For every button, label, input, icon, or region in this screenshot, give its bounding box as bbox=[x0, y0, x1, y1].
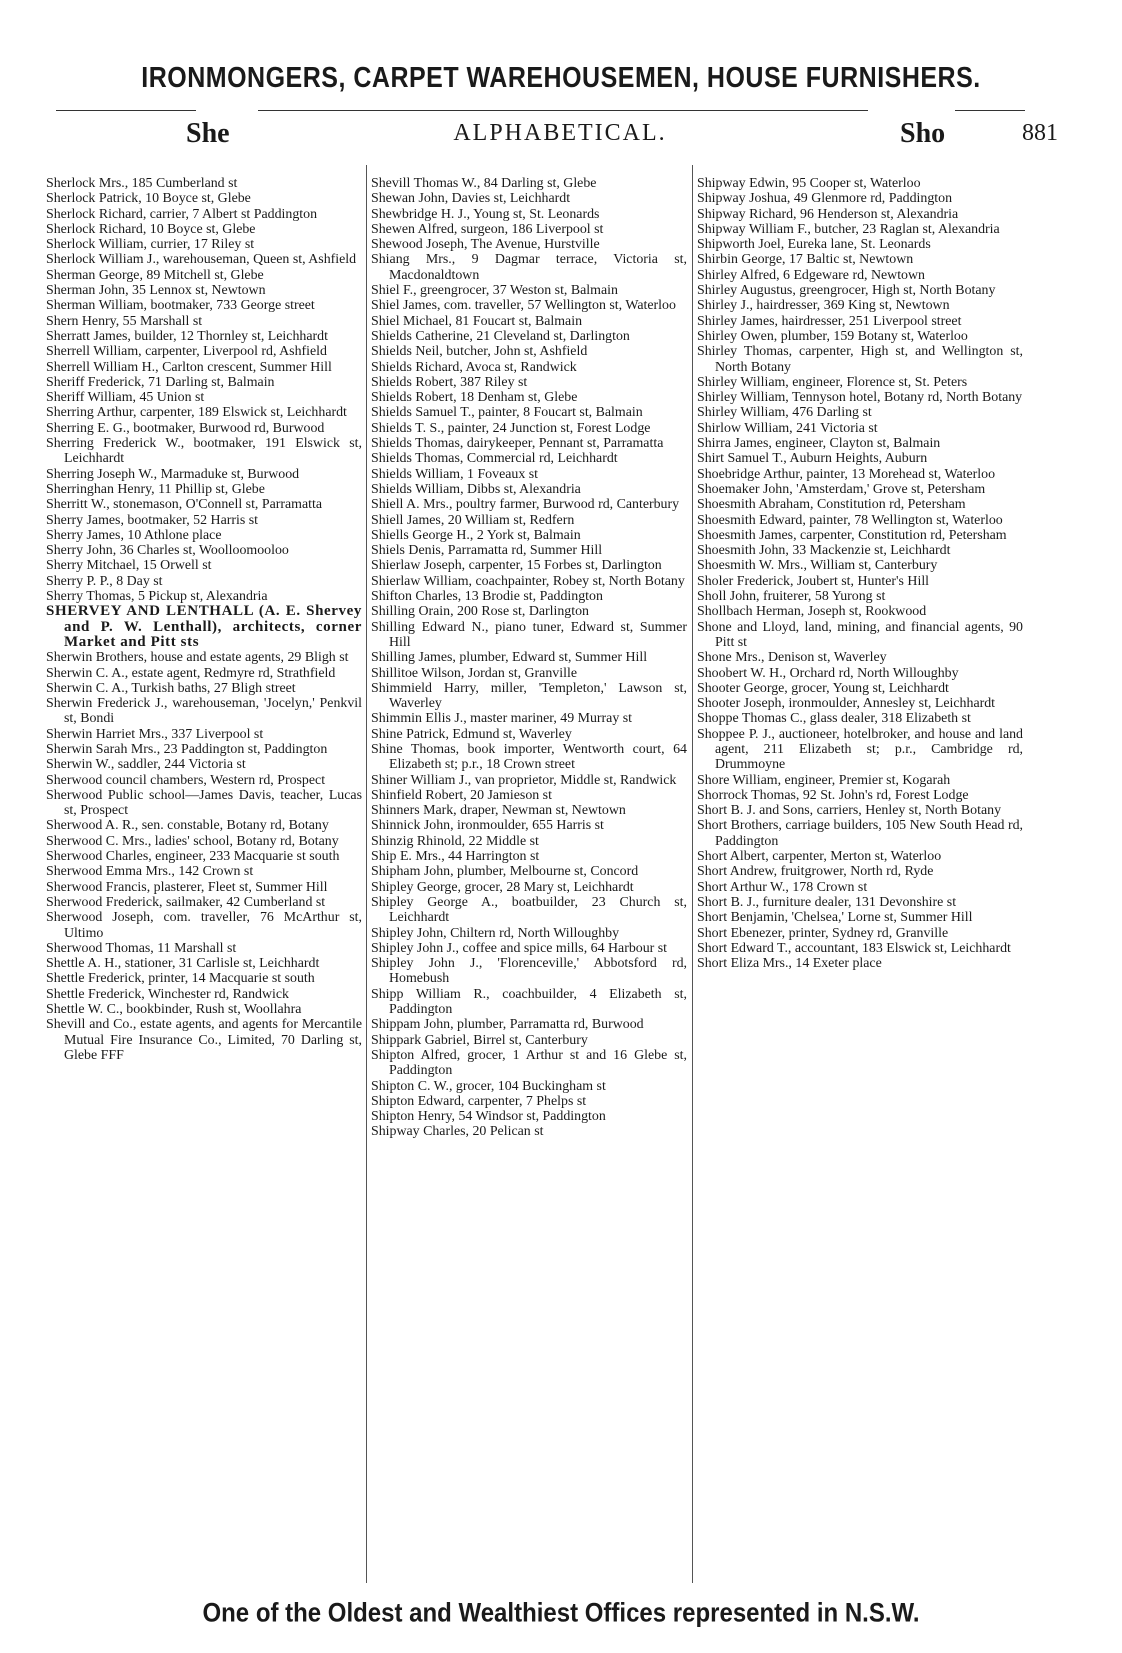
directory-entry: Shirley William, 476 Darling st bbox=[697, 405, 872, 421]
directory-entry: Shiell James, 20 William st, Redfern bbox=[371, 512, 575, 528]
directory-entry: Shipton Edward, carpenter, 7 Phelps st bbox=[371, 1093, 587, 1109]
directory-entry: Sherrell William, carpenter, Liverpool rd, Ashfield bbox=[46, 344, 327, 360]
directory-entry: Sherrell William H., Carlton crescent, Summer Hill bbox=[46, 359, 332, 375]
directory-entry: Ship E. Mrs., 44 Harrington st bbox=[371, 849, 540, 865]
directory-entry: Shoesmith Abraham, Constitution rd, Petersham bbox=[697, 497, 966, 513]
directory-entry: Shippam John, plumber, Parramatta rd, Burwood bbox=[371, 1017, 644, 1033]
directory-entry: Shollbach Herman, Joseph st, Rookwood bbox=[697, 604, 927, 620]
directory-entry: Short B. J. and Sons, carriers, Henley st, North Botany bbox=[697, 803, 1002, 819]
directory-entry: Sherratt James, builder, 12 Thornley st, Leichhardt bbox=[46, 328, 328, 344]
directory-entry: Shirley William, engineer, Florence st, St. Peters bbox=[697, 374, 968, 390]
directory-entry: Sholl John, fruiterer, 58 Yurong st bbox=[697, 589, 886, 605]
directory-entry: Shoesmith John, 33 Mackenzie st, Leichhardt bbox=[697, 543, 951, 559]
directory-entry: Shinzig Rhinold, 22 Middle st bbox=[371, 833, 539, 849]
directory-entry: Short Edward T., accountant, 183 Elswick st, Leichhardt bbox=[697, 940, 1011, 956]
directory-entry: Sherwin C. A., estate agent, Redmyre rd, Strathfield bbox=[46, 665, 336, 681]
directory-entry: Sherring Joseph W., Marmaduke st, Burwood bbox=[46, 466, 300, 482]
directory-entry: Shirra James, engineer, Clayton st, Balmain bbox=[697, 436, 941, 452]
directory-entry: Shields T. S., painter, 24 Junction st, Forest Lodge bbox=[371, 420, 651, 436]
directory-entry: Sherlock William, currier, 17 Riley st bbox=[46, 237, 255, 253]
directory-entry: Shinners Mark, draper, Newman st, Newtown bbox=[371, 803, 626, 819]
directory-entry: Sherwood Joseph, com. traveller, 76 McArthur st, Ultimo bbox=[46, 910, 362, 941]
directory-entry: Sherring E. G., bootmaker, Burwood rd, Burwood bbox=[46, 420, 325, 436]
directory-entry: Shipton C. W., grocer, 104 Buckingham st bbox=[371, 1078, 606, 1094]
directory-entry: Sherwood Francis, plasterer, Fleet st, Summer Hill bbox=[46, 879, 328, 895]
directory-entry: Shipway William F., butcher, 23 Raglan st, Alexandria bbox=[697, 221, 1000, 237]
directory-entry: Shewen Alfred, surgeon, 186 Liverpool st bbox=[371, 221, 604, 237]
directory-entry: Shillitoe Wilson, Jordan st, Granville bbox=[371, 665, 577, 681]
directory-entry: Sherwin W., saddler, 244 Victoria st bbox=[46, 757, 246, 773]
directory-entry: Shierlaw Joseph, carpenter, 15 Forbes st, Darlington bbox=[371, 558, 662, 574]
directory-entry: Short Brothers, carriage builders, 105 New South Head rd, Paddington bbox=[697, 818, 1023, 849]
directory-entry: Shields Samuel T., painter, 8 Foucart st, Balmain bbox=[371, 405, 643, 421]
directory-entry: Shoesmith W. Mrs., William st, Canterbury bbox=[697, 558, 938, 574]
directory-entry: Short Albert, carpenter, Merton st, Waterloo bbox=[697, 849, 942, 865]
directory-entry: Shipworth Joel, Eureka lane, St. Leonards bbox=[697, 237, 931, 253]
directory-entry: Sherwood A. R., sen. constable, Botany rd, Botany bbox=[46, 818, 329, 834]
directory-entry: Shewood Joseph, The Avenue, Hurstville bbox=[371, 237, 600, 253]
directory-entry: Shettle A. H., stationer, 31 Carlisle st, Leichhardt bbox=[46, 956, 320, 972]
directory-entry: Shipton Alfred, grocer, 1 Arthur st and 16 Glebe st, Paddington bbox=[371, 1047, 687, 1079]
directory-entry: Sherry Thomas, 5 Pickup st, Alexandria bbox=[46, 589, 268, 605]
directory-entry: Shiel F., greengrocer, 37 Weston st, Balmain bbox=[371, 283, 618, 299]
directory-entry: Shoebridge Arthur, painter, 13 Morehead st, Waterloo bbox=[697, 466, 996, 482]
directory-entry: Sheriff William, 45 Union st bbox=[46, 390, 205, 406]
directory-entry: Shields Thomas, Commercial rd, Leichhardt bbox=[371, 451, 618, 467]
directory-entry: Sherry John, 36 Charles st, Woolloomooloo bbox=[46, 543, 289, 559]
bottom-advertisement-banner: One of the Oldest and Wealthiest Offices represented in N.S.W. bbox=[202, 1598, 920, 1629]
directory-entry: Shierlaw William, coachpainter, Robey st, North Botany bbox=[371, 573, 685, 589]
directory-entry: Shippark Gabriel, Birrel st, Canterbury bbox=[371, 1032, 588, 1048]
directory-column-1 bbox=[46, 176, 362, 1591]
directory-entry: Sherwood Public school—James Davis, teacher, Lucas st, Prospect bbox=[46, 787, 362, 819]
directory-entry: Shern Henry, 55 Marshall st bbox=[46, 313, 203, 329]
directory-entry: Shinfield Robert, 20 Jamieson st bbox=[371, 787, 552, 803]
column-divider-2 bbox=[692, 165, 693, 1583]
directory-entry: Shine Thomas, book importer, Wentworth court, 64 Elizabeth st; p.r., 18 Crown street bbox=[371, 741, 687, 773]
directory-entry: Shields Catherine, 21 Cleveland st, Darlington bbox=[371, 328, 630, 344]
directory-entry: Shettle Frederick, Winchester rd, Randwick bbox=[46, 986, 289, 1002]
running-head bbox=[40, 118, 1080, 158]
directory-entry: Shirley James, hairdresser, 251 Liverpool street bbox=[697, 313, 962, 329]
directory-column-2 bbox=[371, 176, 687, 1591]
directory-entry: Shiels Denis, Parramatta rd, Summer Hill bbox=[371, 543, 603, 559]
directory-entry: Shirley Alfred, 6 Edgeware rd, Newtown bbox=[697, 267, 925, 283]
directory-entry: Sherwood Thomas, 11 Marshall st bbox=[46, 940, 237, 956]
directory-entry: Shorrock Thomas, 92 St. John's rd, Forest Lodge bbox=[697, 787, 969, 803]
directory-entry: Shoesmith James, carpenter, Constitution rd, Petersham bbox=[697, 527, 1007, 543]
directory-entry: Shipley John J., coffee and spice mills, 64 Harbour st bbox=[371, 940, 668, 956]
directory-entry: Sherlock William J., warehouseman, Queen st, Ashfield bbox=[46, 252, 357, 268]
directory-entry: Shipp William R., coachbuilder, 4 Elizabeth st, Paddington bbox=[371, 986, 687, 1018]
directory-entry: Shipham John, plumber, Melbourne st, Concord bbox=[371, 864, 639, 880]
directory-entry: Shiells George H., 2 York st, Balmain bbox=[371, 527, 581, 543]
running-head-left-guide-word: She bbox=[186, 118, 230, 149]
directory-entry: Shipley George A., boatbuilder, 23 Church st, Leichhardt bbox=[371, 894, 687, 926]
directory-entry: Short Benjamin, 'Chelsea,' Lorne st, Summer Hill bbox=[697, 910, 973, 926]
directory-entry: Sherlock Patrick, 10 Boyce st, Glebe bbox=[46, 191, 251, 207]
directory-entry: Shevill Thomas W., 84 Darling st, Glebe bbox=[371, 176, 597, 191]
directory-entry: Sherlock Richard, carrier, 7 Albert st Paddington bbox=[46, 206, 318, 222]
directory-entry: Sherman William, bootmaker, 733 George street bbox=[46, 298, 315, 314]
directory-entry: Shoobert W. H., Orchard rd, North Willoughby bbox=[697, 665, 959, 681]
directory-entry: Shiell A. Mrs., poultry farmer, Burwood rd, Canterbury bbox=[371, 497, 680, 513]
directory-entry: Shirley J., hairdresser, 369 King st, Newtown bbox=[697, 298, 950, 314]
directory-entry: Sherwin Harriet Mrs., 337 Liverpool st bbox=[46, 726, 264, 742]
directory-entry: Shields Robert, 18 Denham st, Glebe bbox=[371, 390, 578, 406]
header-rule-center bbox=[258, 110, 868, 111]
running-head-title: ALPHABETICAL. bbox=[453, 120, 667, 146]
directory-entry: Shiner William J., van proprietor, Middle st, Randwick bbox=[371, 772, 677, 788]
running-head-right-guide-word: Sho bbox=[900, 118, 946, 149]
directory-entry: Shields Thomas, dairykeeper, Pennant st, Parramatta bbox=[371, 436, 664, 452]
directory-entry: Sheriff Frederick, 71 Darling st, Balmain bbox=[46, 374, 275, 390]
directory-entry: Shettle W. C., bookbinder, Rush st, Woollahra bbox=[46, 1002, 302, 1018]
directory-entry: Short Andrew, fruitgrower, North rd, Ryde bbox=[697, 864, 934, 880]
directory-entry: Shields William, 1 Foveaux st bbox=[371, 466, 539, 482]
directory-entry: Shewbridge H. J., Young st, St. Leonards bbox=[371, 206, 600, 222]
directory-column-3 bbox=[697, 176, 1023, 1591]
directory-entry: Shoemaker John, 'Amsterdam,' Grove st, Petersham bbox=[697, 481, 986, 497]
directory-entry: Shevill and Co., estate agents, and agents for Mercantile Mutual Fire Insurance Co., Limited, 70 Darling st, Glebe FFF bbox=[46, 1017, 362, 1063]
directory-entry: Shimmin Ellis J., master mariner, 49 Murray st bbox=[371, 711, 633, 727]
directory-entry: Shields Richard, Avoca st, Randwick bbox=[371, 359, 577, 375]
directory-entry: Sherwin Frederick J., warehouseman, 'Jocelyn,' Penkvil st, Bondi bbox=[46, 696, 362, 727]
directory-entry: Sholer Frederick, Joubert st, Hunter's Hill bbox=[697, 573, 930, 589]
directory-entry: Shettle Frederick, printer, 14 Macquarie st south bbox=[46, 971, 315, 987]
directory-entry: Short Arthur W., 178 Crown st bbox=[697, 879, 868, 895]
directory-entry: Shifton Charles, 13 Brodie st, Paddington bbox=[371, 589, 603, 605]
directory-entry: Sherry Mitchael, 15 Orwell st bbox=[46, 558, 212, 574]
directory-entry: Shone Mrs., Denison st, Waverley bbox=[697, 650, 887, 666]
directory-entry: Shirt Samuel T., Auburn Heights, Auburn bbox=[697, 451, 928, 467]
directory-entry: Shipway Richard, 96 Henderson st, Alexandria bbox=[697, 206, 959, 222]
directory-entry: Shiel Michael, 81 Foucart st, Balmain bbox=[371, 313, 583, 329]
directory-entry: Short B. J., furniture dealer, 131 Devonshire st bbox=[697, 894, 957, 910]
directory-entry: Shoesmith Edward, painter, 78 Wellington st, Waterloo bbox=[697, 512, 1003, 528]
directory-entry: Sherring Arthur, carpenter, 189 Elswick st, Leichhardt bbox=[46, 405, 347, 421]
directory-entry: Sherwood Frederick, sailmaker, 42 Cumberland st bbox=[46, 894, 326, 910]
directory-entry: Shirley Owen, plumber, 159 Botany st, Waterloo bbox=[697, 328, 968, 344]
directory-entry: Shields William, Dibbs st, Alexandria bbox=[371, 481, 581, 497]
directory-entry: Sherwood council chambers, Western rd, Prospect bbox=[46, 772, 326, 788]
directory-entry: Shields Robert, 387 Riley st bbox=[371, 374, 528, 390]
directory-entry: Sherwood Emma Mrs., 142 Crown st bbox=[46, 864, 254, 880]
directory-entry: Shooter George, grocer, Young st, Leichhardt bbox=[697, 680, 949, 696]
directory-entry: Sherwood Charles, engineer, 233 Macquarie st south bbox=[46, 849, 340, 865]
directory-entry: Shoppe Thomas C., glass dealer, 318 Elizabeth st bbox=[697, 711, 971, 727]
directory-entry: Shipley George, grocer, 28 Mary st, Leichhardt bbox=[371, 879, 634, 895]
directory-entry: SHERVEY AND LENTHALL (A. E. Shervey and P. W. Lenthall), architects, corner Market and Pitt sts bbox=[46, 603, 362, 650]
directory-entry: Shilling Orain, 200 Rose st, Darlington bbox=[371, 604, 589, 620]
directory-entry: Shewan John, Davies st, Leichhardt bbox=[371, 191, 571, 207]
directory-entry: Sherman George, 89 Mitchell st, Glebe bbox=[46, 267, 264, 283]
directory-entry: Shiang Mrs., 9 Dagmar terrace, Victoria st, Macdonaldtown bbox=[371, 252, 687, 283]
directory-entry: Shilling Edward N., piano tuner, Edward st, Summer Hill bbox=[371, 619, 687, 650]
page-number: 881 bbox=[1022, 120, 1058, 146]
directory-entry: Shipway Edwin, 95 Cooper st, Waterloo bbox=[697, 176, 921, 191]
directory-entry: Sherry P. P., 8 Day st bbox=[46, 573, 163, 589]
directory-entry: Shilling James, plumber, Edward st, Summer Hill bbox=[371, 650, 648, 666]
directory-entry: Sherlock Mrs., 185 Cumberland st bbox=[46, 176, 238, 191]
directory-entry: Shipley John, Chiltern rd, North Willoughby bbox=[371, 925, 620, 941]
directory-entry: Shirley William, Tennyson hotel, Botany rd, North Botany bbox=[697, 390, 1023, 406]
directory-entry: Sherry James, bootmaker, 52 Harris st bbox=[46, 512, 259, 528]
directory-entry: Short Ebenezer, printer, Sydney rd, Granville bbox=[697, 925, 949, 941]
directory-entry: Sherwin Sarah Mrs., 23 Paddington st, Paddington bbox=[46, 741, 328, 757]
header-rule-right bbox=[955, 110, 1025, 111]
directory-entry: Shimmield Harry, miller, 'Templeton,' Lawson st, Waverley bbox=[371, 680, 687, 712]
directory-entry: Shiel James, com. traveller, 57 Wellington st, Waterloo bbox=[371, 298, 676, 314]
directory-entry: Shirbin George, 17 Baltic st, Newtown bbox=[697, 252, 914, 268]
directory-entry: Sherritt W., stonemason, O'Connell st, Parramatta bbox=[46, 497, 323, 513]
directory-entry: Shinnick John, ironmoulder, 655 Harris st bbox=[371, 818, 604, 834]
directory-entry: Shooter Joseph, ironmoulder, Annesley st, Leichhardt bbox=[697, 696, 996, 712]
directory-entry: Shirlow William, 241 Victoria st bbox=[697, 420, 878, 436]
directory-entry: Shipley John J., 'Florenceville,' Abbotsford rd, Homebush bbox=[371, 956, 687, 987]
directory-entry: Sherwood C. Mrs., ladies' school, Botany rd, Botany bbox=[46, 833, 339, 849]
column-divider-1 bbox=[366, 165, 367, 1583]
directory-entry: Sherring Frederick W., bootmaker, 191 Elswick st, Leichhardt bbox=[46, 436, 362, 467]
directory-entry: Sherwin C. A., Turkish baths, 27 Bligh street bbox=[46, 680, 296, 696]
header-rule-left bbox=[56, 110, 196, 111]
directory-entry: Shine Patrick, Edmund st, Waverley bbox=[371, 726, 572, 742]
directory-entry: Sherry James, 10 Athlone place bbox=[46, 527, 222, 543]
directory-entry: Shipway Joshua, 49 Glenmore rd, Paddington bbox=[697, 191, 953, 207]
directory-entry: Sherringhan Henry, 11 Phillip st, Glebe bbox=[46, 481, 265, 497]
directory-entry: Sherlock Richard, 10 Boyce st, Glebe bbox=[46, 221, 256, 237]
directory-entry: Shoppee P. J., auctioneer, hotelbroker, and house and land agent, 211 Elizabeth st; p.r., Cambridge rd, Drummoyne bbox=[697, 726, 1023, 773]
directory-entry: Shone and Lloyd, land, mining, and financial agents, 90 Pitt st bbox=[697, 619, 1023, 650]
directory-entry: Shore William, engineer, Premier st, Kogarah bbox=[697, 772, 951, 788]
directory-entry: Shipton Henry, 54 Windsor st, Paddington bbox=[371, 1109, 606, 1125]
directory-entry: Shirley Augustus, greengrocer, High st, North Botany bbox=[697, 283, 996, 299]
directory-entry: Shipway Charles, 20 Pelican st bbox=[371, 1124, 544, 1140]
directory-entry: Shields Neil, butcher, John st, Ashfield bbox=[371, 344, 588, 360]
top-advertisement-banner: IRONMONGERS, CARPET WAREHOUSEMEN, HOUSE FURNISHERS. bbox=[141, 61, 981, 95]
directory-entry: Sherman John, 35 Lennox st, Newtown bbox=[46, 283, 266, 299]
directory-entry: Sherwin Brothers, house and estate agents, 29 Bligh st bbox=[46, 650, 349, 666]
directory-entry: Shirley Thomas, carpenter, High st, and Wellington st, North Botany bbox=[697, 344, 1023, 375]
directory-entry: Short Eliza Mrs., 14 Exeter place bbox=[697, 956, 882, 972]
